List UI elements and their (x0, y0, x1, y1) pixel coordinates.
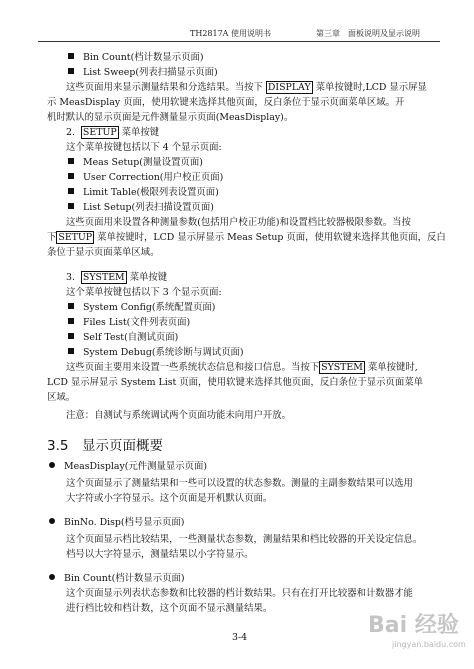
bullet-square-icon (68, 173, 74, 179)
paragraph-line: 进行档比较和档计数，这个页面不显示测量结果。 (66, 603, 273, 614)
bullet-square-icon (68, 203, 74, 209)
paragraph-line: 下 SETUP 菜单按键时，LCD 显示屏显示 Meas Setup 页面，使用软键来选择其他页面，反白 (47, 232, 446, 243)
paragraph-line: 这个页面显示了测量结果和一些可以设置的状态参数。测量的主副参数结果可以选用 (66, 478, 413, 489)
bullet-square-icon (68, 348, 74, 354)
list-item: List Setup(列表扫描设置页面) (68, 201, 214, 214)
paragraph-line: 这些页面主要用来设置一些系统状态信息和接口信息。当按下 SYSTEM 菜单按键时, (66, 362, 418, 373)
subheading-system: 3. SYSTEM 菜单按键 (66, 272, 168, 283)
paragraph-line: 示 MeasDisplay 页面，使用软键来选择其他页面，反白条位于显示页面菜单区域。开 (47, 97, 405, 108)
subheading-setup: 2. SETUP 菜单按键 (66, 127, 160, 138)
paragraph-line: 这个页面显示档比较结果，一些测量状态参数，测量结果和档比较器的开关设定信息。 (66, 534, 423, 545)
bullet-square-icon (68, 188, 74, 194)
header-rule (38, 41, 440, 42)
watermark-logo: Bai 经验 (368, 613, 459, 638)
paragraph-line: 大字符或小字符显示。这个页面是开机默认页面。 (66, 493, 273, 504)
bullet-square-icon (68, 68, 74, 74)
section-title: 3.5 显示页面概要 (47, 438, 163, 454)
paragraph-line: 机时默认的显示页面是元件测量显示页面(MeasDisplay)。 (47, 112, 294, 123)
watermark-url: jingyan.baidu.com (392, 640, 466, 649)
list-item: User Correction(用户校正页面) (68, 171, 223, 184)
bullet-square-icon (68, 333, 74, 339)
bullet-square-icon (68, 158, 74, 164)
list-item: System Config(系统配置页面) (68, 301, 215, 314)
list-item: Meas Setup(测量设置页面) (68, 156, 203, 169)
bullet-dot-icon (49, 462, 55, 468)
key-system: SYSTEM (82, 272, 125, 283)
paragraph-line: 这些页面用来显示测量结果和分选结果。当按下 DISPLAY 菜单按键时,LCD 显示屏显 (66, 82, 427, 93)
key-setup: SETUP (58, 232, 93, 243)
list-item: Bin Count(档计数显示页面) (49, 572, 185, 585)
paragraph-line: 这个页面显示列表状态参数和比较器的档计数结果。只有在打开比较器和计数器才能 (66, 588, 413, 599)
bullet-square-icon (68, 318, 74, 324)
page-number: 3-4 (232, 632, 248, 643)
bullet-dot-icon (49, 518, 55, 524)
note-text: 注意：自测试与系统调试两个页面功能未向用户开放。 (66, 410, 292, 421)
list-item: BinNo. Disp(档号显示页面) (49, 516, 184, 529)
header-manual-title: TH2817A 使用说明书 (190, 29, 271, 38)
paragraph-line: 条位于显示页面菜单区域。 (47, 247, 160, 258)
list-item: List Sweep(列表扫描显示页面) (68, 66, 218, 79)
bullet-square-icon (68, 53, 74, 59)
header-chapter-title: 第三章 面板说明及显示说明 (316, 29, 420, 38)
paragraph-line: 这个菜单按键包括以下 3 个显示页面: (66, 287, 222, 298)
list-item: Bin Count(档计数显示页面) (68, 51, 204, 64)
paragraph-line: LCD 显示屏显示 System List 页面，使用软键来选择其他页面，反白条位于显示页面菜单 (47, 377, 424, 388)
paragraph-line: 这个菜单按键包括以下 4 个显示页面: (66, 142, 222, 153)
bullet-square-icon (68, 303, 74, 309)
list-item: Limit Table(极限列表设置页面) (68, 186, 219, 199)
list-item: Files List(文件列表页面) (68, 316, 190, 329)
key-setup: SETUP (82, 127, 117, 138)
list-item: MeasDisplay(元件测量显示页面) (49, 460, 207, 473)
list-item: Self Test(自测试页面) (68, 331, 178, 344)
bullet-dot-icon (49, 574, 55, 580)
key-display: DISPLAY (267, 82, 311, 93)
paragraph-line: 档号以大字符显示，测量结果以小字符显示。 (66, 549, 254, 560)
key-system: SYSTEM (321, 362, 363, 373)
paragraph-line: 这些页面用来设置各种测量参数(包括用户校正功能)和设置档比较器极限参数。当按 (66, 217, 411, 228)
paragraph-line: 区域。 (47, 392, 76, 403)
list-item: System Debug(系统诊断与调试页面) (68, 346, 244, 359)
